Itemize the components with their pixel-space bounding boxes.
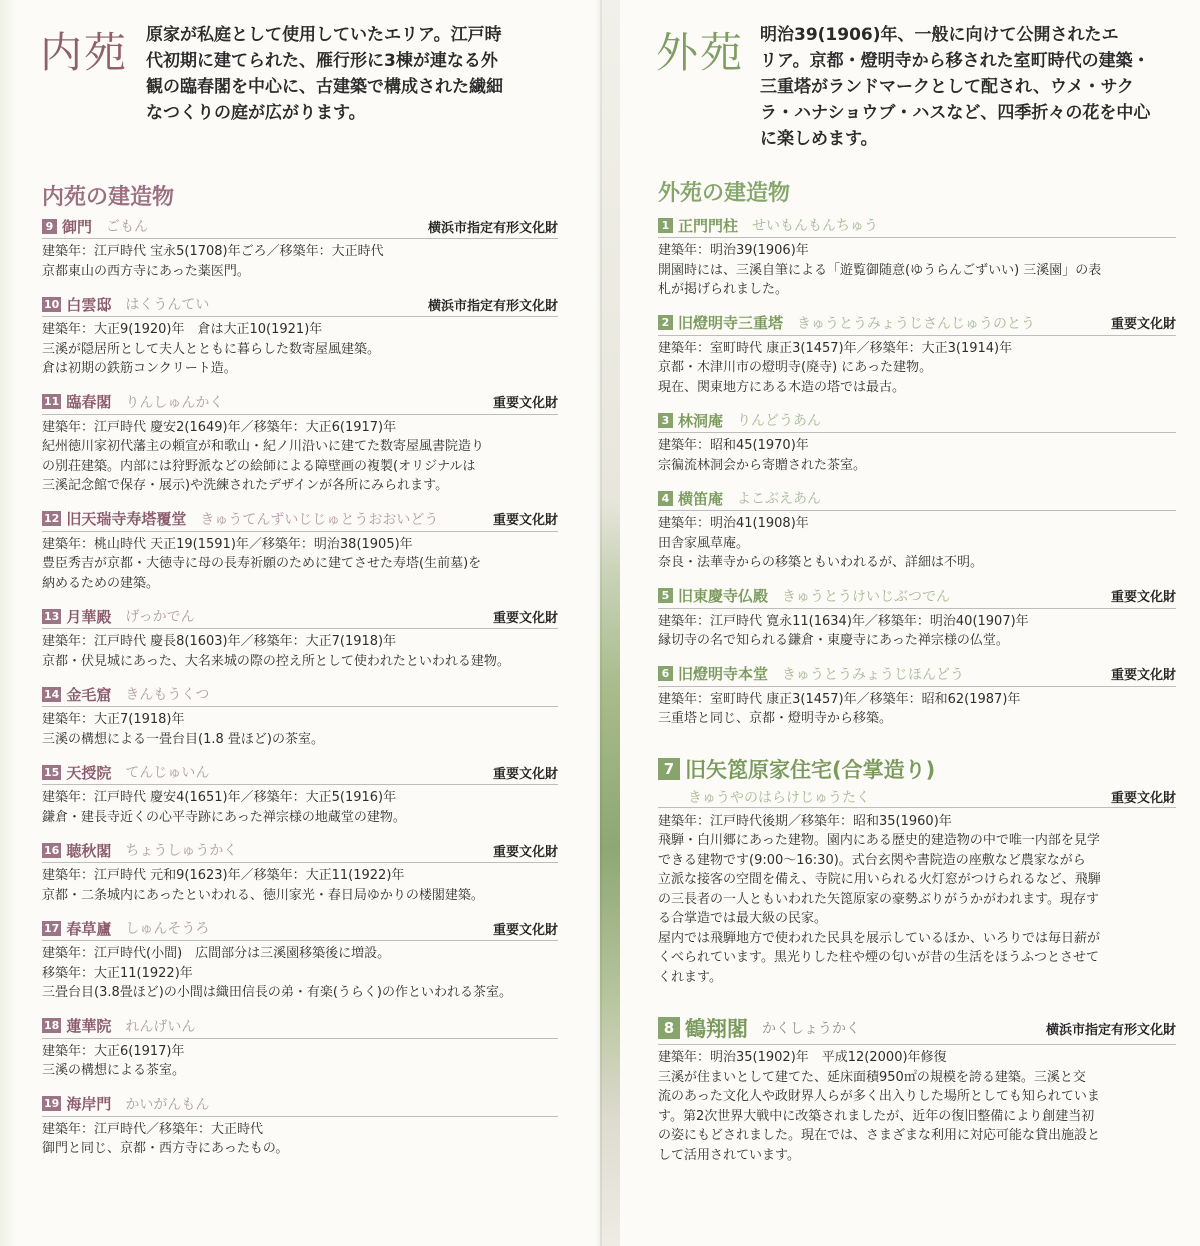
intro-line: ラ・ハナショウブ・ハスなど、四季折々の花を中心: [760, 103, 1151, 123]
building-entry: [658, 214, 1176, 300]
item-line: 建築年：江戸時代 慶長8(1603)年／移築年：大正7(1918)年: [42, 634, 397, 649]
gutter-shade: [596, 0, 602, 1246]
item-name: 臨春閣: [66, 393, 112, 411]
building-entry: [42, 605, 558, 671]
item-line: 建築年：江戸時代 慶安4(1651)年／移築年：大正5(1916)年: [42, 790, 397, 805]
item-reading: よこぶえあん: [737, 491, 822, 507]
building-entry: [42, 1093, 558, 1159]
item-line: 御門と同じ、京都・西方寺にあったもの。: [42, 1141, 289, 1156]
item-line: す。第2次世界大戦中に改築されましたが、近年の復旧整備により創建当初: [658, 1108, 1095, 1124]
item-head: [658, 663, 1176, 687]
item-head: [42, 391, 558, 415]
intro-line: 三重塔がランドマークとして配され、ウメ・サク: [760, 77, 1134, 97]
building-entry: [42, 917, 558, 1003]
item-line: 宗徧流林洞会から寄贈された茶室。: [658, 457, 867, 473]
item-reading: きゅうとうみょうじさんじゅうのとう: [797, 315, 1036, 332]
item-number: 10: [44, 297, 60, 311]
item-line: できる建物です(9:00〜16:30)。式台玄関や書院造の座敷など農家ながら: [658, 852, 1086, 868]
item-name: 鶴翔閣: [685, 1017, 748, 1041]
item-name: 蓮華院: [66, 1017, 112, 1035]
intro-line: なつくりの庭が広がります。: [146, 103, 366, 123]
item-line: 三畳台目(3.8畳ほど)の小間は織田信長の弟・有楽(うらく)の作といわれる茶室。: [42, 985, 512, 1000]
item-name: 海岸門: [66, 1095, 112, 1113]
item-line: 豊臣秀吉が京都・大徳寺に母の長寿祈願のために建てさせた寿塔(生前墓)を: [42, 556, 482, 571]
item-head: [42, 761, 558, 785]
item-line: 移築年：大正11(1922)年: [42, 965, 193, 981]
item-line: 流のあった文化人や政財界人らが多く出入りした場所としても知られていま: [658, 1089, 1100, 1104]
item-line: 建築年：明治41(1908)年: [658, 516, 809, 531]
item-number: 19: [44, 1097, 60, 1110]
item-line: 札が掲げられました。: [658, 282, 789, 297]
inner-building-list: [42, 215, 558, 1171]
item-line: 三溪の構想による一畳台目(1.8 畳ほど)の茶室。: [42, 731, 324, 747]
item-line: 建築年：明治35(1902)年 平成12(2000)年修復: [658, 1050, 947, 1065]
inner-title: 内苑: [40, 28, 129, 77]
item-badge: 重要文化財: [492, 396, 558, 411]
item-head: [42, 683, 558, 707]
item-badge: 重要文化財: [492, 922, 558, 938]
item-line: 建築年：明治39(1906)年: [658, 243, 809, 258]
inner-section-heading: 内苑の建造物: [42, 185, 175, 210]
item-badge: 重要文化財: [492, 513, 558, 528]
item-number: 7: [658, 758, 680, 780]
item-line: 建築年：江戸時代／移築年：大正時代: [42, 1121, 264, 1137]
item-number: 12: [44, 512, 60, 525]
item-line: 屋内では飛騨地方で使われた民具を展示しているほか、いろりでは毎日薪が: [658, 930, 1101, 946]
item-number: 1: [658, 218, 673, 233]
item-number: 9: [42, 219, 57, 234]
left-page-edge: [0, 0, 16, 1246]
item-reading: はくうんてい: [125, 297, 210, 313]
item-number: 4: [658, 491, 673, 506]
inner-intro-text: [146, 22, 564, 126]
item-line: 建築年：江戸時代(小間) 広間部分は三溪園移築後に増設。: [42, 946, 391, 961]
item-head: [658, 312, 1176, 336]
item-line: 建築年：江戸時代 元和9(1623)年／移築年：大正11(1922)年: [42, 868, 405, 883]
item-name: 春草廬: [66, 919, 112, 938]
outer-title: 外苑: [656, 28, 745, 77]
item-line: 三重塔と同じ、京都・燈明寺から移築。: [658, 711, 893, 726]
item-reading: きゅうとうけいじぶつでん: [782, 588, 951, 605]
item-line: 三溪の構想による茶室。: [42, 1063, 186, 1078]
item-line: 現在、関東地方にある木造の塔では最古。: [658, 379, 906, 395]
item-reading: れんげいん: [125, 1018, 196, 1035]
item-number: 6: [658, 666, 673, 681]
item-line: の姿にもどされました。現在では、さまざまな利用に対応可能な貸出施設と: [658, 1128, 1101, 1143]
building-entry: [658, 487, 1176, 573]
item-line: 建築年：江戸時代 寛永11(1634)年／移築年：明治40(1907)年: [658, 613, 1029, 629]
item-line: 建築年：江戸時代 宝永5(1708)年ごろ／移築年：大正時代: [42, 244, 384, 259]
intro-line: に楽しめます。: [760, 129, 878, 149]
item-name: 旧天瑞寺寿塔覆堂: [66, 510, 187, 528]
item-number: 11: [44, 395, 60, 408]
item-reading: きゅうとうみょうじほんどう: [782, 666, 965, 683]
item-name: 旧矢箆原家住宅(合掌造り): [685, 757, 936, 782]
item-line: 倉は初期の鉄筋コンクリート造。: [42, 361, 237, 376]
item-head: [658, 409, 1176, 433]
item-line: 建築年：桃山時代 天正19(1591)年／移築年：明治38(1905)年: [42, 536, 413, 552]
item-line: 立派な接客の空間を備え、寺院に用いられる火灯窓がつけられるなど、飛騨: [658, 872, 1101, 887]
building-entry: [658, 663, 1176, 729]
item-line: 開園時には、三溪自筆による「遊覧御随意(ゆうらんごずいい) 三溪園」の表: [658, 262, 1102, 278]
item-line: 建築年：昭和45(1970)年: [658, 438, 809, 453]
item-line: くべられています。黒光りした柱や煙の匂いが昔の生活をほうふつとさせて: [658, 950, 1099, 965]
item-line: 建築年：大正7(1918)年: [42, 712, 185, 727]
building-entry: [42, 761, 558, 827]
building-entry: [42, 839, 558, 905]
item-name: 旧東慶寺仏殿: [678, 587, 769, 605]
item-line: の別荘建築。内部には狩野派などの絵師による障壁画の複製(オリジナルは: [42, 458, 476, 474]
item-badge: 重要文化財: [492, 844, 558, 860]
item-badge: 重要文化財: [492, 610, 558, 626]
intro-line: 原家が私庭として使用していたエリア。江戸時: [146, 25, 502, 45]
item-line: る合掌造では最大級の民家。: [658, 911, 828, 926]
item-badge: 横浜市指定有形文化財: [427, 298, 558, 314]
building-entry: [658, 585, 1176, 651]
outer-intro-text: [760, 22, 1180, 152]
item-head: [658, 487, 1176, 511]
featured-building-2: [658, 1013, 1176, 1165]
building-entry: [42, 391, 558, 496]
item-line: して活用されています。: [658, 1147, 800, 1163]
item-number: 14: [44, 687, 60, 701]
item-reading: かいがんもん: [125, 1096, 210, 1113]
item-number: 5: [658, 588, 673, 603]
item-number: 18: [44, 1019, 60, 1032]
item-line: 田舎家風草庵。: [658, 535, 750, 551]
intro-line: 代初期に建てられた、雁行形に3棟が連なる外: [146, 51, 498, 71]
item-line: 三溪が隠居所として夫人とともに暮らした数寄屋風建築。: [42, 341, 381, 357]
outer-building-list: [658, 214, 1176, 1177]
item-line: 建築年：大正6(1917)年: [42, 1043, 185, 1059]
item-line: 建築年：江戸時代 慶安2(1649)年／移築年：大正6(1917)年: [42, 419, 397, 435]
item-name: 白雲邸: [66, 295, 112, 314]
item-badge: 重要文化財: [1110, 668, 1176, 683]
item-badge: 重要文化財: [492, 766, 558, 782]
item-badge: 重要文化財: [1110, 791, 1176, 806]
item-line: の三長者の一人ともいわれた矢箆原家の豪勢ぶりがうかがわれます。現存す: [658, 891, 1099, 907]
item-head: [42, 1015, 558, 1039]
item-line: 納めるための建築。: [42, 575, 160, 591]
item-line: 建築年：室町時代 康正3(1457)年／移築年：大正3(1914)年: [658, 340, 1013, 356]
item-reading: りんどうあん: [737, 413, 822, 429]
item-reading: りんしゅんかく: [125, 394, 224, 411]
item-head: [658, 755, 1176, 784]
item-reading: きんもうくつ: [125, 687, 210, 703]
item-reading: かくしょうかく: [762, 1021, 860, 1037]
item-head: [42, 215, 558, 239]
item-name: 御門: [62, 217, 93, 236]
building-entry: [42, 508, 558, 594]
item-line: 建築年：室町時代 康正3(1457)年／移築年：昭和62(1987)年: [658, 691, 1021, 707]
intro-line: 明治39(1906)年、一般に向けて公開されたエ: [760, 25, 1119, 45]
item-head: [658, 1013, 1176, 1045]
item-name: 林洞庵: [678, 411, 724, 430]
building-entry: [42, 683, 558, 749]
item-line: 京都・伏見城にあった、大名来城の際の控え所として使われたといわれる建物。: [42, 653, 510, 669]
building-entry: [658, 409, 1176, 475]
item-reading: しゅんそうろ: [125, 921, 210, 937]
item-name: 正門門柱: [678, 216, 739, 235]
item-body: [658, 812, 1176, 988]
item-head: [42, 917, 558, 941]
item-reading: げっかでん: [125, 609, 195, 625]
item-line: 京都・木津川市の燈明寺(廃寺) にあった建物。: [658, 360, 933, 375]
item-line: 三溪記念館で保存・展示)や洗練されたデザインが各所にみられます。: [42, 478, 449, 493]
item-line: 飛騨・白川郷にあった建物。園内にある歴史的建造物の中で唯一内部を見学: [658, 833, 1100, 848]
item-head: [42, 605, 558, 629]
item-name: 月華殿: [66, 607, 112, 626]
item-head: [42, 508, 558, 532]
page-gutter: [600, 0, 620, 1246]
item-reading: ごもん: [106, 219, 149, 235]
item-reading: ちょうしゅうかく: [125, 843, 238, 859]
item-reading: きゅうやのはらけじゅうたく: [688, 789, 870, 806]
item-line: 奈良・法華寺からの移築ともいわれるが、詳細は不明。: [658, 555, 984, 570]
item-head: [42, 293, 558, 317]
item-body: [658, 1048, 1176, 1165]
intro-line: リア。京都・燈明寺から移された室町時代の建築・: [760, 51, 1150, 71]
item-line: 三溪が住まいとして建てた、延床面積950㎡の規模を誇る建築。三溪と交: [658, 1069, 1086, 1085]
building-entry: [42, 215, 558, 281]
item-number: 8: [658, 1017, 680, 1039]
item-line: 縁切寺の名で知られる鎌倉・東慶寺にあった禅宗様の仏堂。: [658, 633, 1009, 648]
intro-line: 観の臨春閣を中心に、古建築で構成された繊細: [146, 77, 503, 97]
item-name: 旧燈明寺三重塔: [678, 314, 784, 332]
building-entry: [42, 293, 558, 379]
item-line: 建築年：大正9(1920)年 倉は大正10(1921)年: [42, 322, 323, 337]
item-number: 3: [658, 413, 673, 428]
item-head: [42, 1093, 558, 1117]
item-name: 金毛窟: [66, 685, 112, 704]
item-name: 旧燈明寺本堂: [678, 665, 769, 683]
item-badge: 横浜市指定有形文化財: [1045, 1022, 1176, 1038]
item-line: 紀州徳川家初代藩主の頼宣が和歌山・紀ノ川沿いに建てた数寄屋風書院造り: [42, 439, 485, 454]
item-line: 建築年：江戸時代後期／移築年：昭和35(1960)年: [658, 813, 952, 829]
right-page: [620, 0, 1200, 1246]
item-line: くれます。: [658, 969, 722, 985]
item-head: [42, 839, 558, 863]
item-line: 鎌倉・建長寺近くの心平寺跡にあった禅宗様の地蔵堂の建物。: [42, 809, 406, 825]
item-reading: てんじゅいん: [125, 765, 210, 781]
item-badge: 重要文化財: [1110, 317, 1176, 332]
item-number: 13: [44, 609, 60, 623]
item-reading: せいもんもんちゅう: [752, 218, 879, 234]
item-badge: 重要文化財: [1110, 590, 1176, 605]
building-entry: [658, 312, 1176, 398]
item-number: 2: [658, 315, 673, 330]
item-number: 16: [44, 843, 60, 857]
item-reading: きゅうてんずいじじゅとうおおいどう: [200, 511, 439, 528]
featured-building: [658, 755, 1176, 988]
item-name: 天授院: [66, 763, 112, 782]
item-number: 15: [44, 765, 60, 779]
item-badge: 横浜市指定有形文化財: [427, 220, 558, 236]
item-head: [658, 585, 1176, 609]
item-number: 17: [44, 921, 60, 935]
building-entry: [42, 1015, 558, 1081]
item-name: 聴秋閣: [66, 841, 112, 860]
item-line: 京都東山の西方寺にあった薬医門。: [42, 263, 250, 279]
outer-section-heading: 外苑の建造物: [658, 181, 791, 206]
item-name: 横笛庵: [678, 489, 724, 508]
item-head: [658, 214, 1176, 238]
item-subhead: [658, 787, 1176, 808]
item-line: 京都・二条城内にあったといわれる、徳川家光・春日局ゆかりの楼閣建築。: [42, 887, 484, 903]
